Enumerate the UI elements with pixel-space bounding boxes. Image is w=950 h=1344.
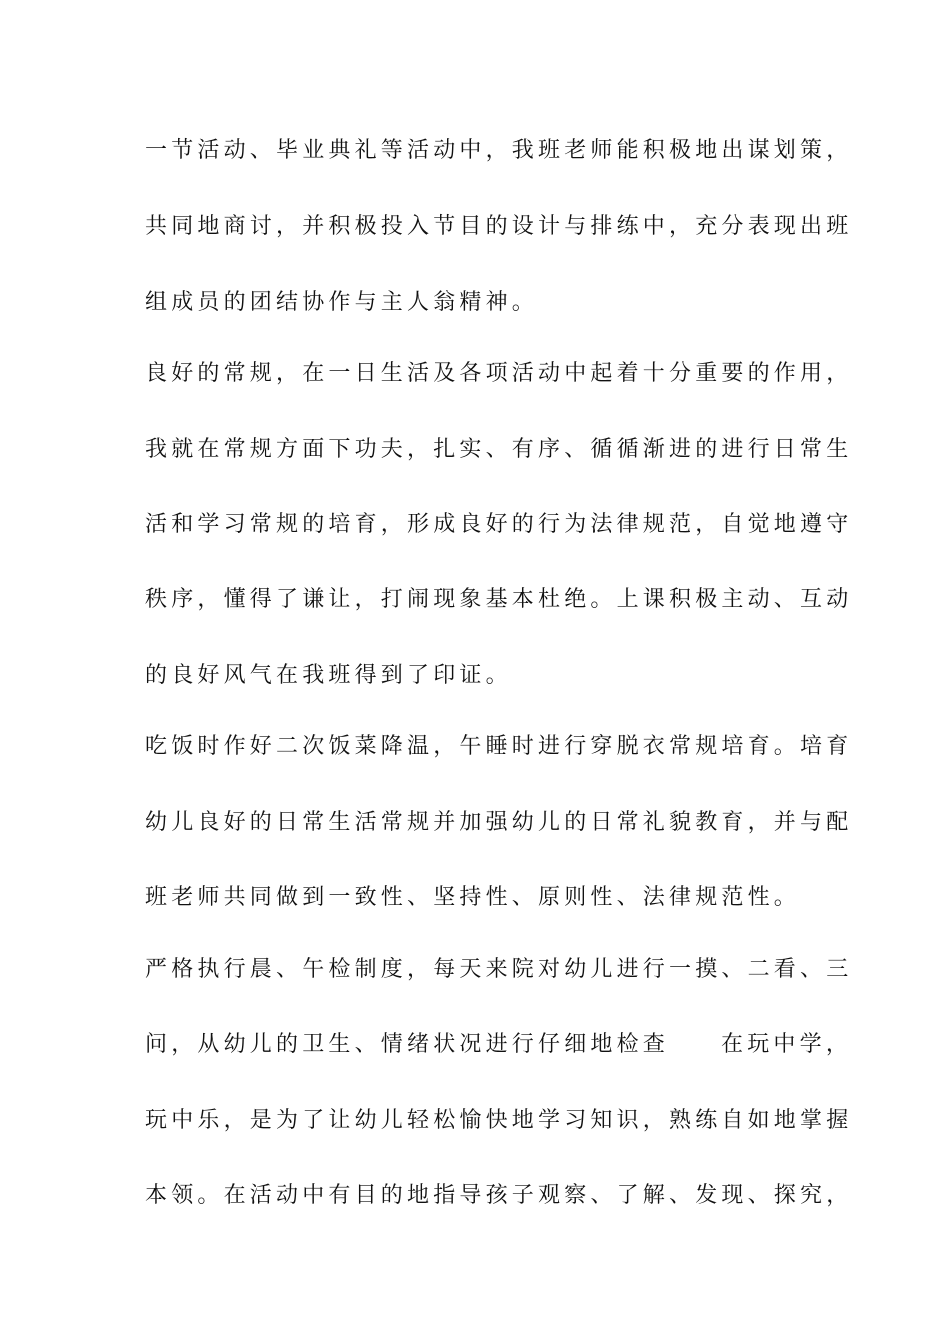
text-line-9: 吃饭时作好二次饭菜降温，午睡时进行穿脱衣常规培育。培育 bbox=[145, 734, 853, 759]
text-line-7: 秩序，懂得了谦让，打闹现象基本杜绝。上课积极主动、互动 bbox=[145, 587, 853, 612]
text-line-14: 玩中乐，是为了让幼儿轻松愉快地学习知识，熟练自如地掌握 bbox=[145, 1108, 853, 1133]
text-line-3: 组成员的团结协作与主人翁精神。 bbox=[145, 290, 539, 315]
text-line-11: 班老师共同做到一致性、坚持性、原则性、法律规范性。 bbox=[145, 885, 801, 910]
text-line-10: 幼儿良好的日常生活常规并加强幼儿的日常礼貌教育，并与配 bbox=[145, 810, 853, 835]
text-line-13-right: 在玩中学， bbox=[721, 1032, 853, 1057]
text-line-6: 活和学习常规的培育，形成良好的行为法律规范，自觉地遵守 bbox=[145, 512, 853, 537]
text-line-8: 的良好风气在我班得到了印证。 bbox=[145, 663, 512, 688]
text-line-2: 共同地商讨，并积极投入节目的设计与排练中，充分表现出班 bbox=[145, 214, 853, 239]
text-line-15: 本领。在活动中有目的地指导孩子观察、了解、发现、探究， bbox=[145, 1183, 853, 1208]
text-line-4: 良好的常规，在一日生活及各项活动中起着十分重要的作用， bbox=[145, 361, 853, 386]
text-line-13-left: 问，从幼儿的卫生、情绪状况进行仔细地检查 bbox=[145, 1032, 670, 1057]
text-line-5: 我就在常规方面下功夫，扎实、有序、循循渐进的进行日常生 bbox=[145, 437, 853, 462]
text-line-12: 严格执行晨、午检制度，每天来院对幼儿进行一摸、二看、三 bbox=[145, 957, 853, 982]
text-line-1: 一节活动、毕业典礼等活动中，我班老师能积极地出谋划策， bbox=[145, 138, 853, 163]
text-line-13 bbox=[145, 1025, 853, 1065]
